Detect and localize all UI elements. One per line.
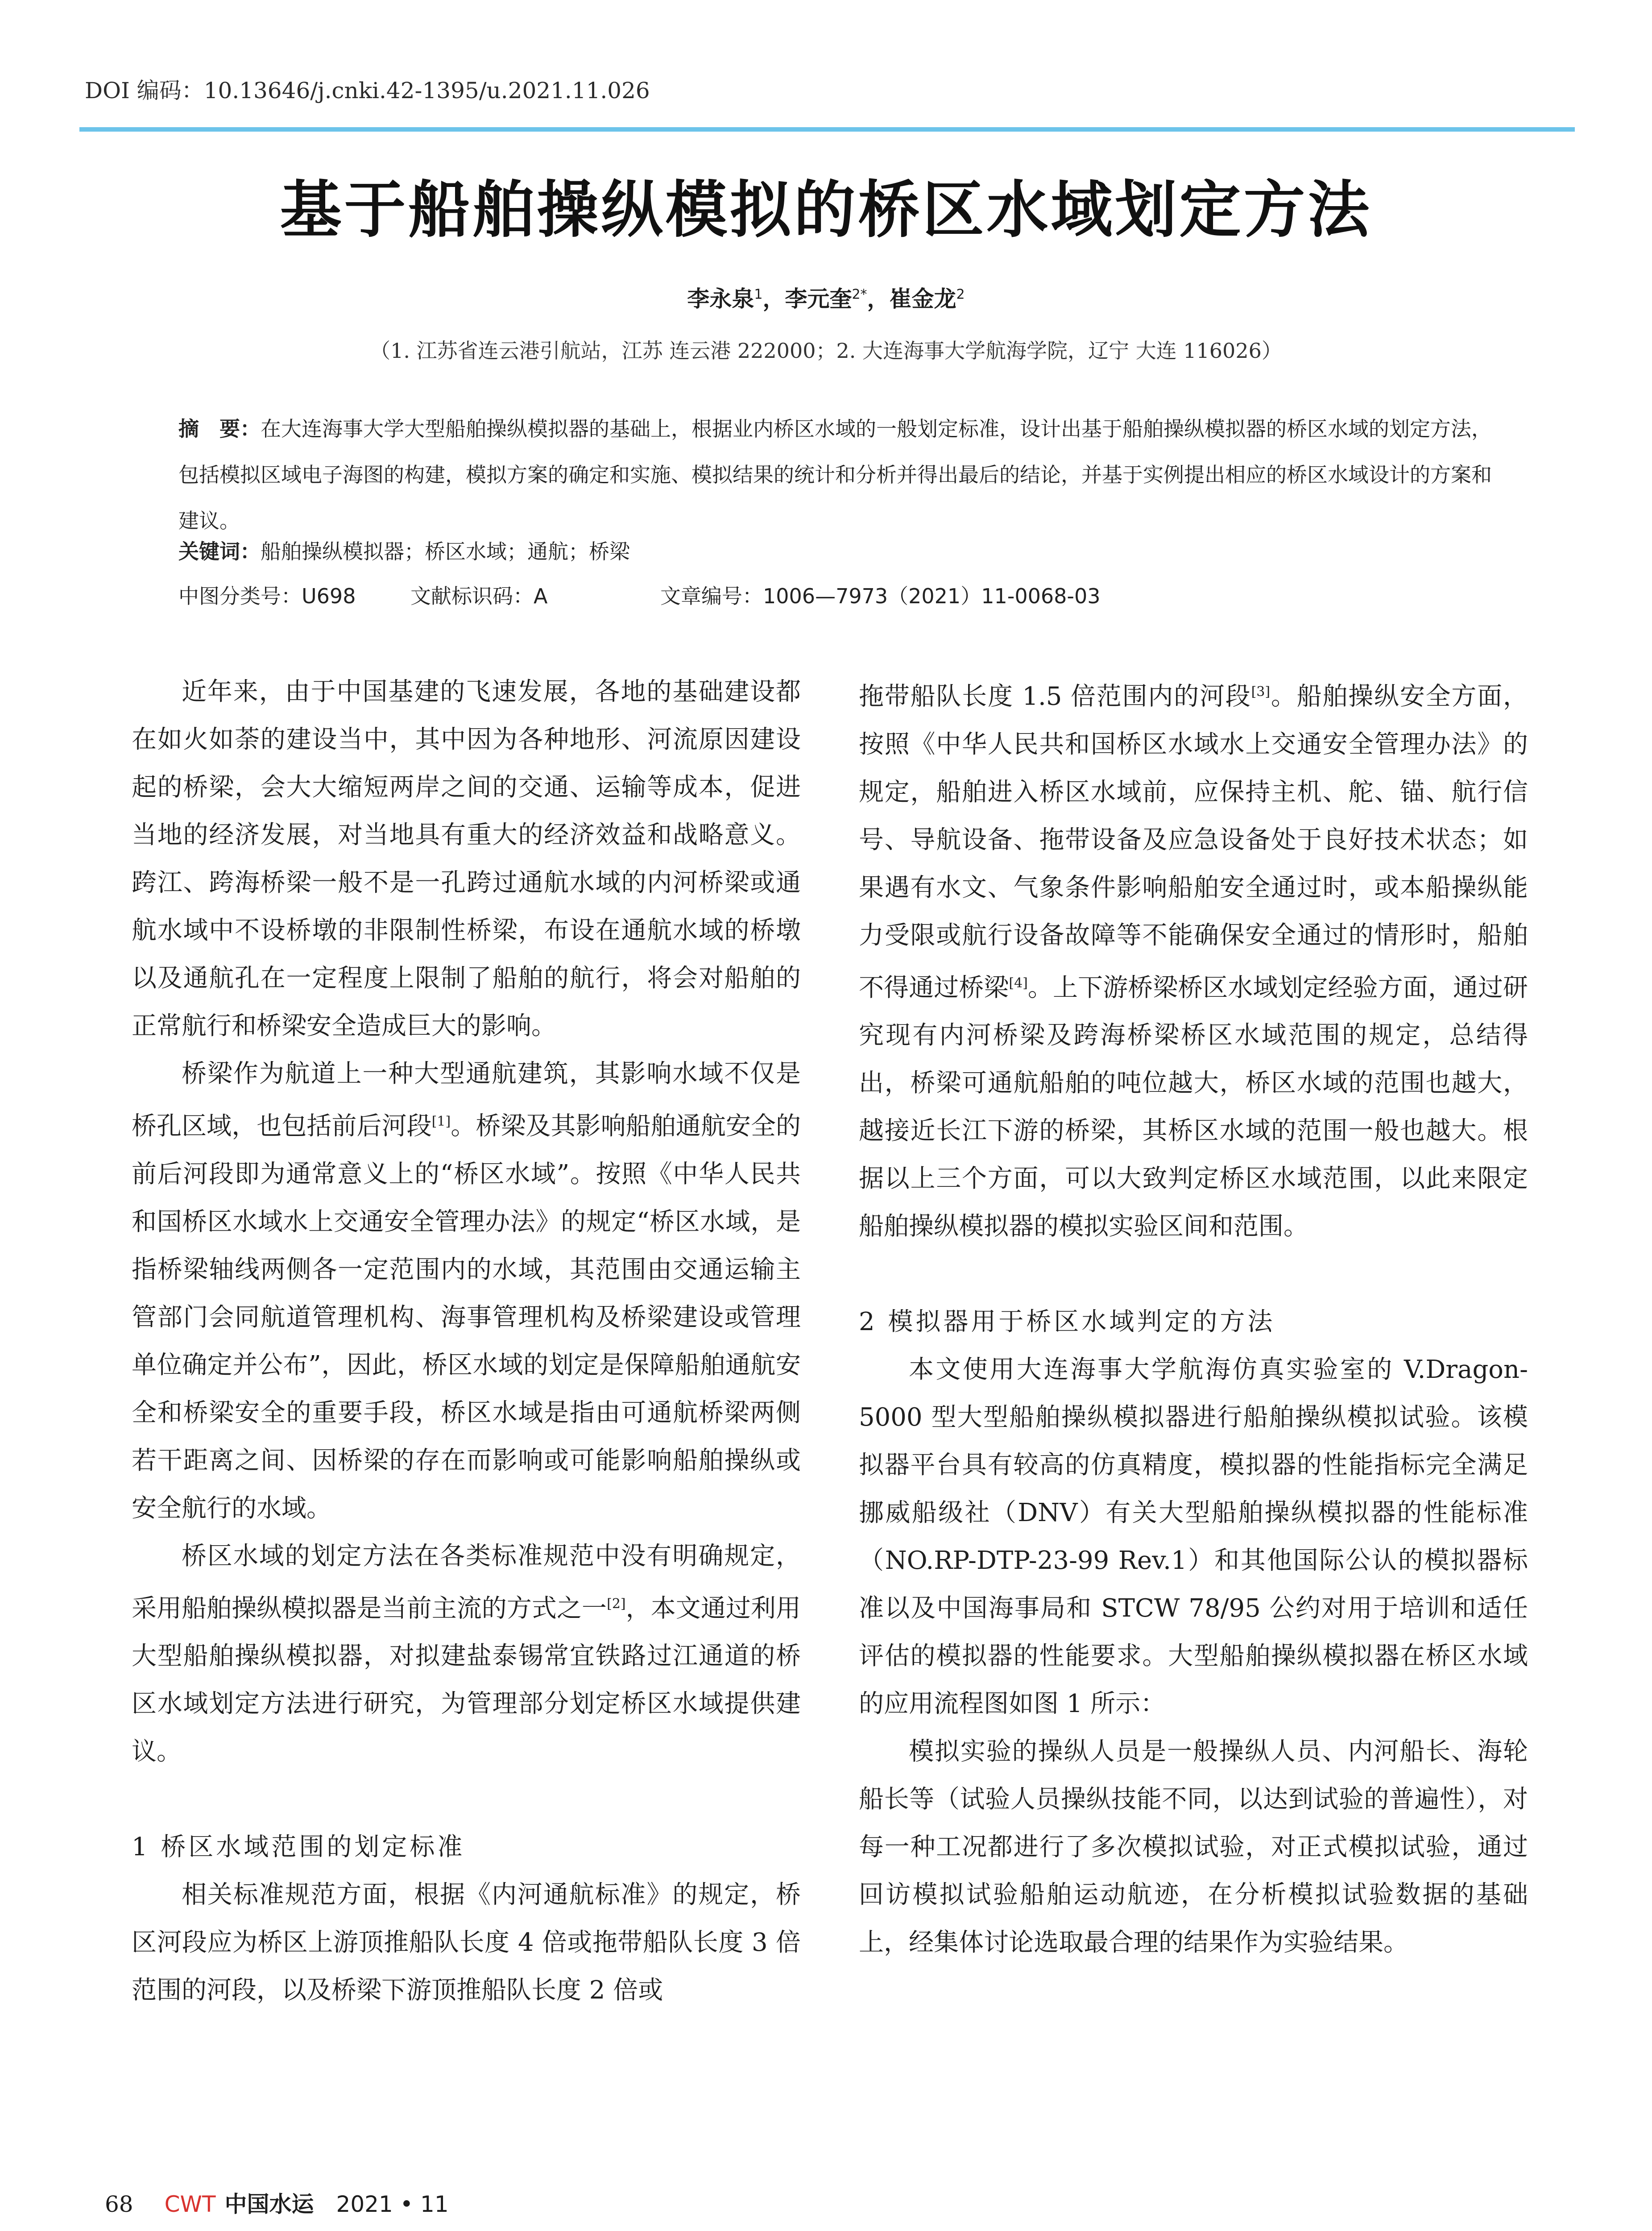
abstract [178, 406, 1499, 544]
article-number: 文章编号：1006—7973（2021）11-0068-03 [660, 584, 1101, 608]
header-rule [79, 127, 1575, 132]
paper-title: 基于船舶操纵模拟的桥区水域划定方法 [280, 173, 1372, 246]
doi-line: DOI 编码：10.13646/j.cnki.42-1395/u.2021.11.026 [85, 78, 650, 104]
keywords-text: 船舶操纵模拟器；桥区水域；通航；桥梁 [261, 539, 630, 564]
abstract-text: 在大连海事大学大型船舶操纵模拟器的基础上，根据业内桥区水域的一般划定标准，设计出基于船舶操纵模拟器的桥区水域的划定方法，包括模拟区域电子海图的构建，模拟方案的确定和实施、模拟结果的统计和分析并得出最后的结论，并基于实例提出相应的桥区水域设计的方案和建议。 [178, 417, 1492, 533]
page-number: 68 [105, 2191, 133, 2217]
journal-name: 中国水运 [224, 2191, 314, 2217]
clc-number: 中图分类号：U698 [178, 584, 356, 608]
citation: [3] [1251, 684, 1271, 700]
citation: [2] [607, 1596, 626, 1612]
keywords [178, 535, 630, 565]
right-column [859, 668, 1528, 1966]
document-code: 文献标识码：A [410, 584, 548, 608]
left-column [132, 668, 801, 2014]
author-list: 李永泉$^1$，李元奎$^{2*}$，崔金龙$^2$ [687, 286, 965, 312]
author-affil-mark: 2* [852, 286, 867, 303]
citation: [4] [1009, 975, 1028, 991]
section-heading-1: 1 桥区水域范围的划定标准 [132, 1833, 465, 1862]
paragraph: 本文使用大连海事大学航海仿真实验室的 V.Dragon-5000 型大型船舶操纵模拟器进行船舶操纵模拟试验。该模拟器平台具有较高的仿真精度，模拟器的性能指标完全满足挪威船级社（DNV）有关大型船舶操纵模拟器的性能标准（NO.RP-DTP-23-99 Rev.1）和其他国际公认的模拟器标准以及中国海事局和 STCW 78/95 公约对用于培训和适任评估的模拟器的性能要求。大型船舶操纵模拟器在桥区水域的应用流程图如图 1 所示： [859, 1355, 1528, 1719]
paragraph: 模拟实验的操纵人员是一般操纵人员、内河船长、海轮船长等（试验人员操纵技能不同，以达到试验的普遍性），对每一种工况都进行了多次模拟试验，对正式模拟试验，通过回访模拟试验船舶运动航迹，在分析模拟试验数据的基础上，经集体讨论选取最合理的结果作为实验结果。 [859, 1737, 1528, 1957]
paragraph: 近年来，由于中国基建的飞速发展，各地的基础建设都在如火如荼的建设当中，其中因为各种地形、河流原因建设起的桥梁，会大大缩短两岸之间的交通、运输等成本，促进当地的经济发展，对当地具有重大的经济效益和战略意义。跨江、跨海桥梁一般不是一孔跨过通航水域的内河桥梁或通航水域中不设桥墩的非限制性桥梁，布设在通航水域的桥墩以及通航孔在一定程度上限制了船舶的航行，将会对船舶的正常航行和桥梁安全造成巨大的影响。 [132, 677, 801, 1041]
paragraph: 桥区水域的划定方法在各类标准规范中没有明确规定，采用船舶操纵模拟器是当前主流的方式之一[2]，本文通过利用大型船舶操纵模拟器，对拟建盐泰锡常宜铁路过江通道的桥区水域划定方法进行研究，为管理部分划定桥区水域提供建议。 [132, 1541, 801, 1767]
paragraph: 相关标准规范方面，根据《内河通航标准》的规定，桥区河段应为桥区上游顶推船队长度 4 倍或拖带船队长度 3 倍范围的河段，以及桥梁下游顶推船队长度 2 倍或 [132, 1880, 801, 2005]
section-heading-2: 2 模拟器用于桥区水域判定的方法 [859, 1307, 1275, 1337]
author-name: 李元奎 [785, 286, 852, 312]
issue-date: 2021 • 11 [336, 2191, 449, 2217]
classification-line [178, 580, 1101, 610]
author-affil-mark: 2 [956, 286, 965, 303]
affiliations: （1. 江苏省连云港引航站，江苏 连云港 222000；2. 大连海事大学航海学院，辽宁 大连 116026） [370, 339, 1282, 363]
keywords-label: 关键词： [178, 539, 261, 564]
paragraph: 桥梁作为航道上一种大型通航建筑，其影响水域不仅是桥孔区域，也包括前后河段[1]。桥梁及其影响船舶通航安全的前后河段即为通常意义上的“桥区水域”。按照《中华人民共和国桥区水域水上交通安全管理办法》的规定“桥区水域，是指桥梁轴线两侧各一定范围内的水域，其范围由交通运输主管部门会同航道管理机构、海事管理机构及桥梁建设或管理单位确定并公布”，因此，桥区水域的划定是保障船舶通航安全和桥梁安全的重要手段，桥区水域是指由可通航桥梁两侧若干距离之间、因桥梁的存在而影响或可能影响船舶操纵或安全航行的水域。 [132, 1059, 801, 1523]
page-footer [105, 2186, 449, 2219]
journal-logo: CWT [164, 2191, 216, 2217]
paragraph: 拖带船队长度 1.5 倍范围内的河段[3]。船舶操纵安全方面，按照《中华人民共和国桥区水域水上交通安全管理办法》的规定，船舶进入桥区水域前，应保持主机、舵、锚、航行信号、导航设备、拖带设备及应急设备处于良好技术状态；如果遇有水文、气象条件影响船舶安全通过时，或本船操纵能力受限或航行设备故障等不能确保安全通过的情形时，船舶不得通过桥梁[4]。上下游桥梁桥区水域划定经验方面，通过研究现有内河桥梁及跨海桥梁桥区水域范围的规定，总结得出，桥梁可通航船舶的吨位越大，桥区水域的范围也越大，越接近长江下游的桥梁，其桥区水域的范围一般也越大。根据以上三个方面，可以大致判定桥区水域范围，以此来限定船舶操纵模拟器的模拟实验区间和范围。 [859, 682, 1528, 1241]
citation: [1] [431, 1114, 451, 1129]
author-name: 李永泉 [687, 286, 754, 312]
author-affil-mark: 1 [754, 286, 763, 303]
author-name: 崔金龙 [889, 286, 956, 312]
abstract-label: 摘 要： [178, 417, 261, 441]
